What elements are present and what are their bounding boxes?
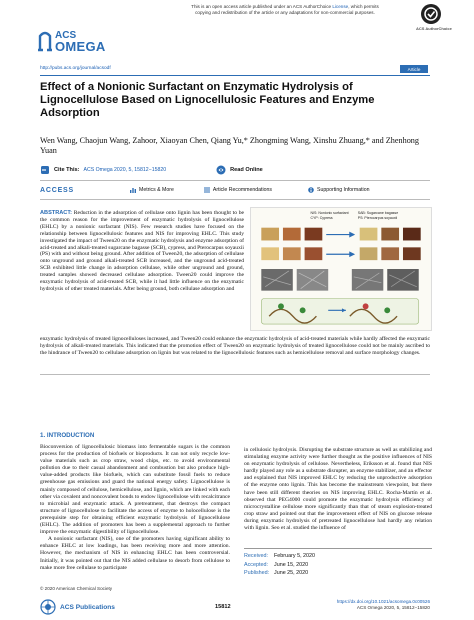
read-online-icon bbox=[216, 165, 226, 175]
article-recommendations-link[interactable]: Article Recommendations bbox=[204, 187, 272, 193]
acs-authorchoice-badge-icon bbox=[420, 3, 442, 25]
copyright: © 2020 American Chemical Society bbox=[40, 586, 113, 591]
divider bbox=[40, 180, 430, 181]
header-divider bbox=[40, 75, 430, 76]
doi-link[interactable]: https://dx.doi.org/10.1021/acsomega.0c00526 bbox=[336, 599, 430, 604]
paragraph: in cellulosic hydrolysis. Disrupting the substrate structure as well as stabilizing and stimulating enzyme activity were further thought as the positive influences of NIS on enzymatic hydrolysis of cellulose. Nevertheless, Eriksson et al. found that NIS hardly played any role as a substrate disrupter, an enzyme stabilizer, and an effector and explained that NIS improved EHLC by reducing the unproductive adsorption of the enzyme onto lignin. This has become the mainstream viewpoint, but there have been still different theories on NIS improving EHLC. Rocha-Martín et al. observed that PEG4000 could promote the enzymatic hydrolysis efficiency of microcrystalline cellulose more significantly than that of steam explosion-treated crop straw and pointed out that the improvement effect of NIS on glucose release during enzymatic hydrolysis of pretreated lignocellulose had hardly any relation with lignin. Seo et al. studied the influence of bbox=[244, 447, 432, 532]
access-label: ACCESS bbox=[40, 186, 74, 194]
graphic-legend-3: CYP: Cypress bbox=[310, 215, 333, 220]
abstract-continued: enzymatic hydrolysis of treated lignocelluloses increased, and Tween20 could enhance the enzymatic hydrolysis of acid-treated materials while hardly affected the enzymatic hydrolysis of alkali-treated materials. This indicated that the promotion effect of Tween20 on enzymatic hydrolysis of treated lignocellulose could not be mainly ascribed to the hindrance of Tween20 to cellulase adsorption on lignin but was related to the lignocellulosic features such as hemicellulose removal and surface morphology changes. bbox=[40, 336, 430, 356]
open-access-notice: This is an open access article published under an ACS AuthorChoice License, which permits copying and redistribution of the article or any adaptations for non-commercial purposes. bbox=[191, 4, 379, 15]
journal-reference: ACS Omega 2020, 5, 15812−15820 bbox=[356, 605, 430, 610]
license-link[interactable]: License bbox=[332, 4, 349, 9]
omega-logo-icon bbox=[38, 30, 52, 52]
cite-icon bbox=[40, 165, 50, 175]
article-title: Effect of a Nonionic Surfactant on Enzymatic Hydrolysis of Lignocellulose Based on Lignocellulosic Features and Enzyme Adsorption bbox=[40, 81, 375, 119]
graphic-legend-4: PS: Pterocarpus soyauxii bbox=[357, 215, 398, 220]
journal-url[interactable]: http://pubs.acs.org/journal/acsodf bbox=[40, 66, 111, 71]
read-online-button[interactable]: Read Online bbox=[216, 165, 263, 175]
doi-block bbox=[337, 599, 430, 611]
publication-dates: Received: February 5, 2020 Accepted: June 15, 2020 Published: June 25, 2020 bbox=[244, 548, 432, 584]
metrics-link[interactable]: Metrics & More bbox=[130, 187, 174, 193]
logo-line-acs: ACS bbox=[55, 30, 77, 41]
section-heading-introduction: 1. INTRODUCTION bbox=[40, 432, 95, 439]
graphic-legend-1: NIS: Nonionic surfactant bbox=[310, 210, 349, 215]
journal-logo[interactable] bbox=[38, 26, 106, 56]
acs-publications-logo[interactable]: ACS Publications bbox=[40, 599, 115, 615]
article-type-badge: Article bbox=[400, 65, 428, 73]
adsorption-schematic bbox=[261, 299, 418, 325]
author-list: Wen Wang, Chaojun Wang, Zahoor, Xiaoyan Chen, Qiang Yu,* Zhongming Wang, Xinshu Zhuang,* and Zhenhong Yuan bbox=[40, 136, 419, 155]
introduction-left-column bbox=[40, 444, 230, 572]
cite-reference-link[interactable]: ACS Omega 2020, 5, 15812−15820 bbox=[83, 167, 167, 173]
page-number: 15812 bbox=[215, 604, 231, 610]
cite-bar bbox=[40, 163, 430, 177]
toc-graphic bbox=[250, 207, 432, 331]
received-date: February 5, 2020 bbox=[274, 553, 316, 559]
supporting-information-link[interactable]: Supporting Information bbox=[308, 187, 369, 193]
cite-label: Cite This: bbox=[54, 167, 80, 173]
bar-chart-icon bbox=[130, 187, 136, 193]
abstract-label: ABSTRACT: bbox=[40, 210, 73, 216]
introduction-right-column bbox=[244, 447, 432, 532]
abstract-top: ABSTRACT: Reduction in the adsorption of cellulase onto lignin has been thought to be the common reason for the improvement of enzymatic hydrolysis of lignocellulose (EHLC) by a nonionic surfactant (NIS). Few research studies have focused on the relationship between lignocellulosic features and NIS for improving EHLC. This study investigated the impact of Tween20 on the enzymatic hydrolysis and enzyme adsorption of acid-treated and alkali-treated sugarcane bagasse (SCB), cypress, and Pterocarpus soyauxii (PS) with and without being ground. After addition of Tween20, the adsorption of cellulase onto unground and ground alkali-treated SCB increased, and the unground acid-treated SCB exhibited little change in adsorption cellulase, while other unground and ground, treated samples showed decreased cellulase adsorption. Tween20 could improve the enzymatic hydrolysis of acid-treated SCB, while it had little influence on the enzymatic hydrolysis of other treated materials. After being ground, both cellulase adsorption and bbox=[40, 210, 244, 292]
acs-publications-icon bbox=[40, 599, 56, 615]
divider bbox=[40, 199, 430, 200]
access-row bbox=[40, 185, 430, 195]
logo-line-omega: OMEGA bbox=[55, 39, 106, 54]
accepted-date: June 15, 2020 bbox=[274, 561, 309, 568]
paragraph: A nonionic surfactant (NIS), one of the promoters having significant ability to enhance EHLC at low loadings, has been receiving more and more attention. However, the mechanism of NIS in enhancing EHLC has been controversial. Initially, it was pointed out that the NIS added cellulase to desorb from cellulose to make more free cellulase to participate bbox=[40, 536, 230, 571]
page-footer bbox=[40, 597, 430, 617]
supporting-info-icon bbox=[308, 187, 314, 193]
list-icon bbox=[204, 187, 210, 193]
graphic-legend-2: SAB: Sugarcane bagasse bbox=[357, 210, 399, 215]
badge-label: ACS AuthorChoice bbox=[416, 26, 452, 31]
paragraph: Bioconversion of lignocellulosic biomass into fermentable sugars is the common process for the production of biofuels or bioproducts. It can not only recycle low-value materials such as crop straw, wood chips, etc. to avoid environmental pollution due to their casual abandonment and combustion but also produce high-value-added products like biofuels, which can substitute fossil fuels to reduce greenhouse gas emissions and guard the national energy safety. Lignocellulose is mainly composed of cellulose, hemicellulose, and lignin, which are linked with each other via covalent and noncovalent bonds to endow lignocellulose with recalcitrance to microbial and enzymatic attack. A pretreatment, that destroys the compact structure of lignocellulose to facilitate the access of enzyme to holocellulose is the prerequisite step for obtaining efficient enzymatic hydrolysis of lignocellulose (EHLC). The addition of promoters has been a supplemental approach to further improve the enzymatic digestibility of lignocellulose. bbox=[40, 444, 230, 536]
abstract-divider bbox=[40, 374, 430, 375]
published-date: June 25, 2020 bbox=[274, 570, 309, 576]
